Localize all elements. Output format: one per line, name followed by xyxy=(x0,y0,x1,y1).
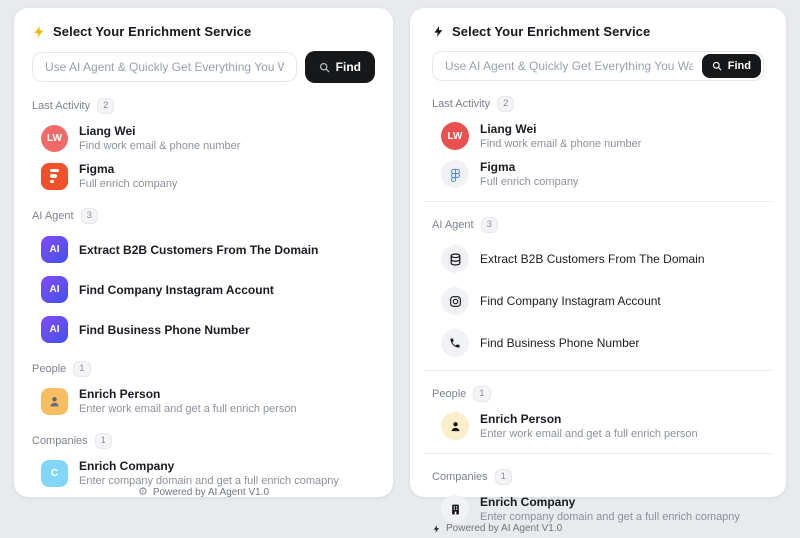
item-title: Figma xyxy=(480,160,516,174)
list-item-enrich-person[interactable] xyxy=(441,412,764,440)
building-icon xyxy=(441,495,469,523)
ai-icon: AI xyxy=(41,276,68,303)
item-title: Figma xyxy=(79,162,115,176)
section-divider xyxy=(424,201,772,202)
search-row xyxy=(432,51,764,81)
item-title: Find Business Phone Number xyxy=(79,322,250,337)
section-label: Companies xyxy=(432,471,488,483)
section-people xyxy=(32,361,375,377)
item-title: Extract B2B Customers From The Domain xyxy=(79,242,319,257)
gear-icon: ⚙ xyxy=(137,486,148,498)
panel-right-header xyxy=(432,24,764,39)
person-icon xyxy=(441,412,469,440)
search-icon xyxy=(319,62,330,73)
phone-icon xyxy=(441,329,469,357)
instagram-icon xyxy=(441,287,469,315)
item-subtitle: Find work email & phone number xyxy=(480,138,642,150)
powered-by-footer xyxy=(32,487,375,502)
search-row xyxy=(32,51,375,83)
footer-text: Powered by AI Agent V1.0 xyxy=(152,487,270,498)
section-label: People xyxy=(432,388,467,400)
item-title: Liang Wei xyxy=(79,124,136,138)
item-title: Extract B2B Customers From The Domain xyxy=(480,252,705,266)
list-item-find-instagram[interactable] xyxy=(441,287,764,315)
list-item-find-phone[interactable] xyxy=(41,316,375,343)
database-icon xyxy=(441,245,469,273)
count-badge: 1 xyxy=(495,469,512,485)
item-title: Find Company Instagram Account xyxy=(480,294,661,308)
section-ai-agent xyxy=(432,217,764,233)
bolt-icon xyxy=(432,25,445,38)
ai-icon: AI xyxy=(41,236,68,263)
section-label: Last Activity xyxy=(32,100,91,112)
section-label: AI Agent xyxy=(32,210,74,222)
find-button[interactable] xyxy=(305,51,375,83)
list-item-extract-b2b[interactable] xyxy=(441,245,764,273)
list-item-find-phone[interactable] xyxy=(441,329,764,357)
section-divider xyxy=(424,370,772,371)
item-subtitle: Enter company domain and get a full enrich comapny xyxy=(79,475,339,487)
section-divider xyxy=(424,453,772,454)
person-icon xyxy=(41,388,68,415)
item-title: Find Business Phone Number xyxy=(480,336,640,350)
item-subtitle: Full enrich company xyxy=(480,176,579,188)
item-title: Enrich Company xyxy=(480,495,576,509)
bolt-icon xyxy=(32,25,46,39)
page-title: Select Your Enrichment Service xyxy=(53,24,252,39)
item-subtitle: Full enrich company xyxy=(79,178,178,190)
list-item-enrich-company[interactable] xyxy=(441,495,764,523)
section-label: Companies xyxy=(32,435,88,447)
item-title: Enrich Company xyxy=(79,459,175,473)
find-button-label: Find xyxy=(727,60,751,72)
company-icon: C xyxy=(41,460,68,487)
list-item-figma[interactable] xyxy=(41,162,375,190)
item-subtitle: Enter work email and get a full enrich person xyxy=(480,428,698,440)
section-people xyxy=(432,386,764,402)
count-badge: 1 xyxy=(473,386,490,402)
find-button-label: Find xyxy=(335,60,361,74)
count-badge: 1 xyxy=(73,361,90,377)
item-title: Enrich Person xyxy=(79,387,161,401)
list-item-find-instagram[interactable] xyxy=(41,276,375,303)
item-title: Find Company Instagram Account xyxy=(79,282,274,297)
ai-icon: AI xyxy=(41,316,68,343)
powered-by-footer xyxy=(432,523,764,538)
find-button[interactable] xyxy=(702,54,761,78)
footer-text: Powered by AI Agent V1.0 xyxy=(446,523,563,534)
avatar: LW xyxy=(441,122,469,150)
item-title: Liang Wei xyxy=(480,122,537,136)
count-badge: 2 xyxy=(497,96,514,112)
section-companies xyxy=(432,469,764,485)
avatar: LW xyxy=(41,125,68,152)
section-label: AI Agent xyxy=(432,219,474,231)
panel-left-header xyxy=(32,24,375,39)
item-subtitle: Enter company domain and get a full enrich comapny xyxy=(480,511,740,523)
panel-right xyxy=(410,8,786,534)
figma-icon xyxy=(441,160,469,188)
page-title: Select Your Enrichment Service xyxy=(452,24,651,39)
list-item-figma[interactable] xyxy=(441,160,764,188)
list-item-liang-wei[interactable] xyxy=(441,122,764,150)
count-badge: 1 xyxy=(95,433,112,449)
section-ai-agent xyxy=(32,208,375,224)
section-last-activity xyxy=(32,98,375,114)
search-icon xyxy=(712,61,722,71)
count-badge: 3 xyxy=(481,217,498,233)
count-badge: 2 xyxy=(97,98,114,114)
search-input[interactable] xyxy=(32,52,297,82)
list-item-extract-b2b[interactable] xyxy=(41,236,375,263)
section-label: Last Activity xyxy=(432,98,491,110)
count-badge: 3 xyxy=(81,208,98,224)
section-last-activity xyxy=(432,96,764,112)
list-item-enrich-company[interactable] xyxy=(41,459,375,487)
item-subtitle: Find work email & phone number xyxy=(79,140,241,152)
item-subtitle: Enter work email and get a full enrich person xyxy=(79,403,297,415)
section-companies xyxy=(32,433,375,449)
figma-icon xyxy=(41,163,68,190)
section-label: People xyxy=(32,363,67,375)
bolt-icon xyxy=(432,524,441,534)
list-item-enrich-person[interactable] xyxy=(41,387,375,415)
item-title: Enrich Person xyxy=(480,412,562,426)
panel-left xyxy=(14,8,393,497)
list-item-liang-wei[interactable] xyxy=(41,124,375,152)
